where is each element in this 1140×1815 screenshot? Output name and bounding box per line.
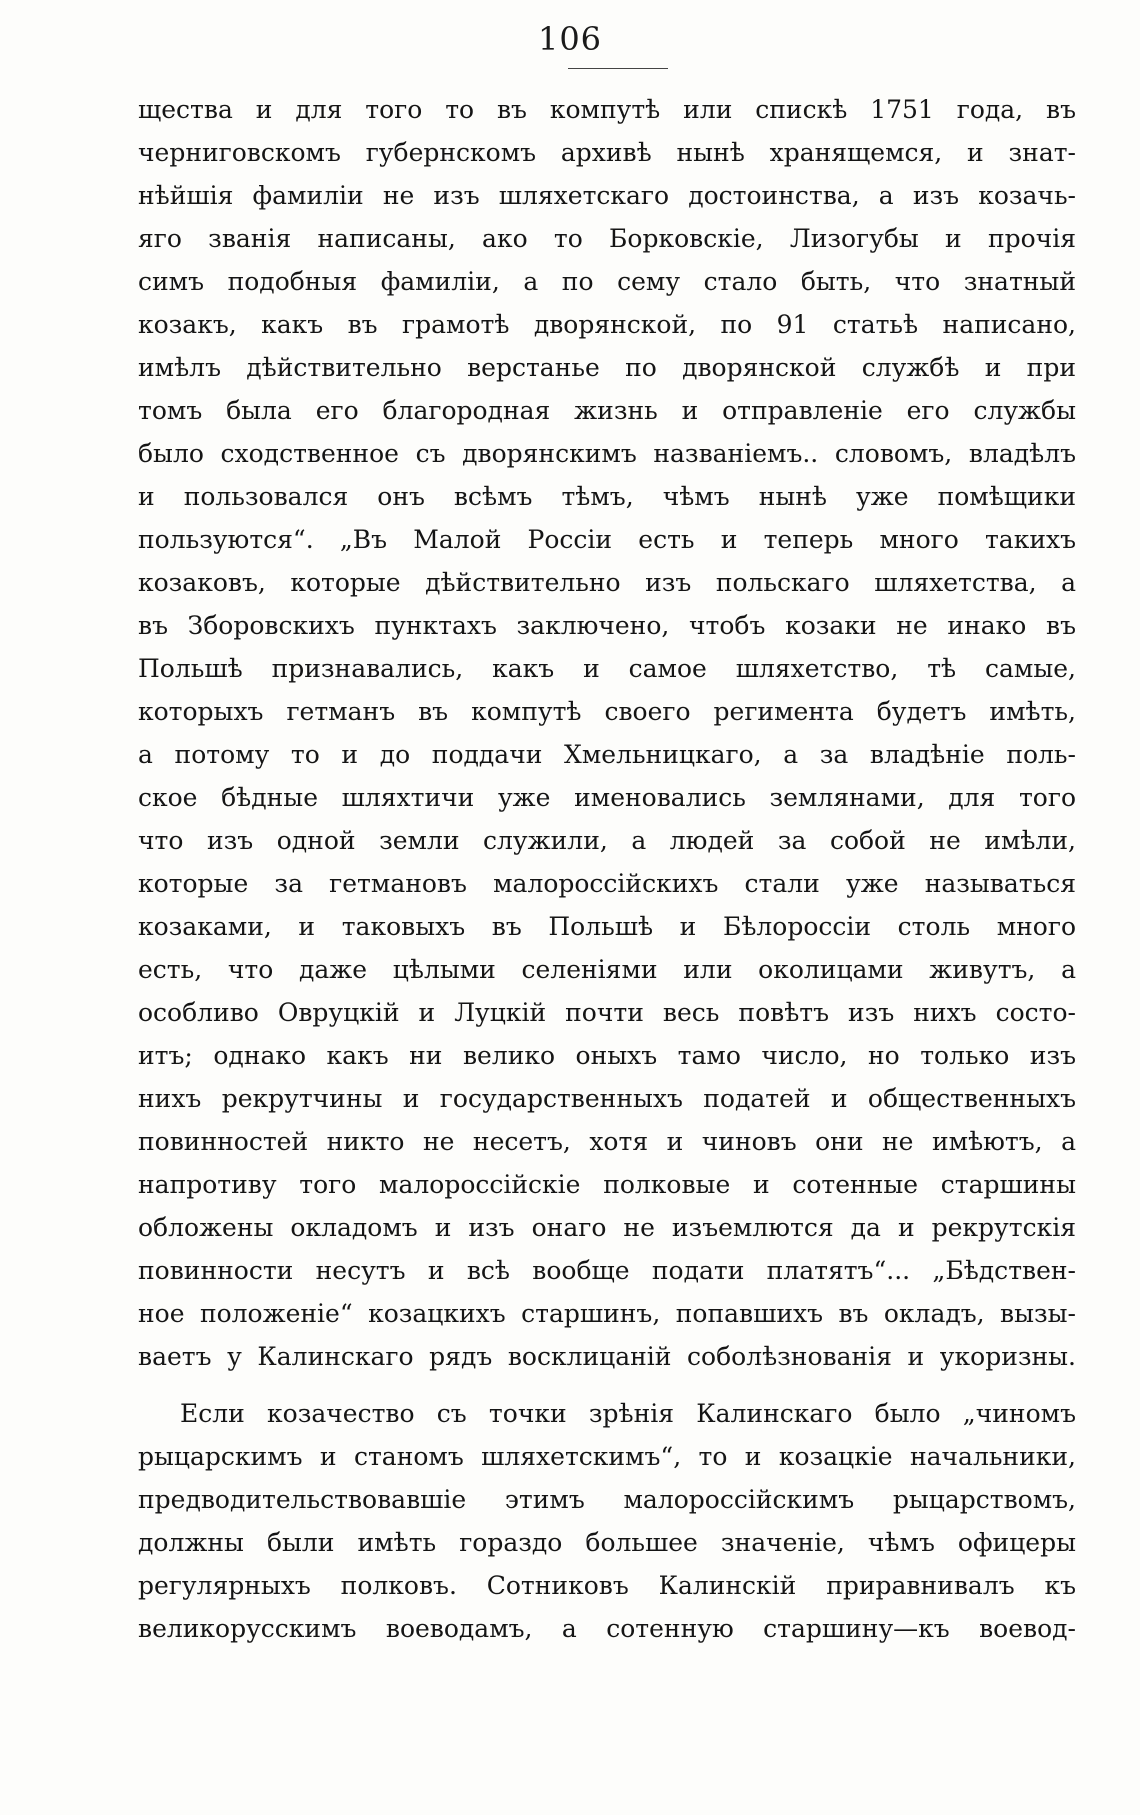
body-text <box>138 88 1076 1650</box>
text-line: имѣлъ дѣйствительно верстанье по дворянской службѣ и при <box>138 353 1076 382</box>
text-line: регулярныхъ полковъ. Сотниковъ Калинскій приравнивалъ къ <box>138 1571 1076 1600</box>
text-line: что изъ одной земли служили, а людей за собой не имѣли, <box>138 826 1076 855</box>
text-line: Польшѣ признавались, какъ и самое шляхетство, тѣ самые, <box>138 654 1076 683</box>
text-line: было сходственное съ дворянскимъ названіемъ.. словомъ, владѣлъ <box>138 439 1076 468</box>
text-line: итъ; однако какъ ни велико оныхъ тамо число, но только изъ <box>138 1041 1076 1070</box>
text-line: обложены окладомъ и изъ онаго не изъемлются да и рекрутскія <box>138 1213 1076 1242</box>
header-rule <box>568 68 668 69</box>
text-line: есть, что даже цѣлыми селеніями или околицами живутъ, а <box>138 955 1076 984</box>
text-line: козакъ, какъ въ грамотѣ дворянской, по 91 статьѣ написано, <box>138 310 1076 339</box>
text-line: и пользовался онъ всѣмъ тѣмъ, чѣмъ нынѣ уже помѣщики <box>138 482 1076 511</box>
text-line: напротиву того малороссійскіе полковые и сотенные старшины <box>138 1170 1076 1199</box>
text-line: Если козачество съ точки зрѣнія Калинскаго было „чиномъ <box>180 1399 1076 1428</box>
text-line: ваетъ у Калинскаго рядъ восклицаній соболѣзнованія и укоризны. <box>138 1342 1076 1371</box>
page-number: 106 <box>537 20 603 58</box>
text-line: пользуются“. „Въ Малой Россіи есть и теперь много такихъ <box>138 525 1076 554</box>
paragraph-2 <box>138 1392 1076 1650</box>
text-line: ское бѣдные шляхтичи уже именовались землянами, для того <box>138 783 1076 812</box>
text-line: рыцарскимъ и станомъ шляхетскимъ“, то и козацкіе начальники, <box>138 1442 1076 1471</box>
text-line: томъ была его благородная жизнь и отправленіе его службы <box>138 396 1076 425</box>
text-line: щества и для того то въ компутѣ или спискѣ 1751 года, въ <box>138 95 1076 124</box>
text-line: симъ подобныя фамиліи, а по сему стало быть, что знатный <box>138 267 1076 296</box>
text-line: яго званія написаны, ако то Борковскіе, Лизогубы и прочія <box>138 224 1076 253</box>
text-line: а потому то и до поддачи Хмельницкаго, а за владѣніе поль- <box>138 740 1076 769</box>
text-line: повинности несутъ и всѣ вообще подати платятъ“... „Бѣдствен- <box>138 1256 1076 1285</box>
text-line: которыхъ гетманъ въ компутѣ своего регимента будетъ имѣть, <box>138 697 1076 726</box>
text-line: ное положеніе“ козацкихъ старшинъ, попавшихъ въ окладъ, вызы- <box>138 1299 1076 1328</box>
text-line: въ Зборовскихъ пунктахъ заключено, чтобъ козаки не инако въ <box>138 611 1076 640</box>
text-line: нѣйшія фамиліи не изъ шляхетскаго достоинства, а изъ козачь- <box>138 181 1076 210</box>
text-line: предводительствовавшіе этимъ малороссійскимъ рыцарствомъ, <box>138 1485 1076 1514</box>
text-line: которые за гетмановъ малороссійскихъ стали уже называться <box>138 869 1076 898</box>
paragraph-1 <box>138 88 1076 1378</box>
text-line: особливо Овруцкій и Луцкій почти весь повѣтъ изъ нихъ состо- <box>138 998 1076 1027</box>
text-line: козаковъ, которые дѣйствительно изъ польскаго шляхетства, а <box>138 568 1076 597</box>
text-line: козаками, и таковыхъ въ Польшѣ и Бѣлороссіи столь много <box>138 912 1076 941</box>
text-line: нихъ рекрутчины и государственныхъ податей и общественныхъ <box>138 1084 1076 1113</box>
text-line: должны были имѣть гораздо большее значеніе, чѣмъ офицеры <box>138 1528 1076 1557</box>
text-line: черниговскомъ губернскомъ архивѣ нынѣ хранящемся, и знат- <box>138 138 1076 167</box>
text-line: великорусскимъ воеводамъ, а сотенную старшину—къ воевод- <box>138 1614 1076 1643</box>
paragraph-gap <box>138 1378 1076 1392</box>
text-line: повинностей никто не несетъ, хотя и чиновъ они не имѣютъ, а <box>138 1127 1076 1156</box>
